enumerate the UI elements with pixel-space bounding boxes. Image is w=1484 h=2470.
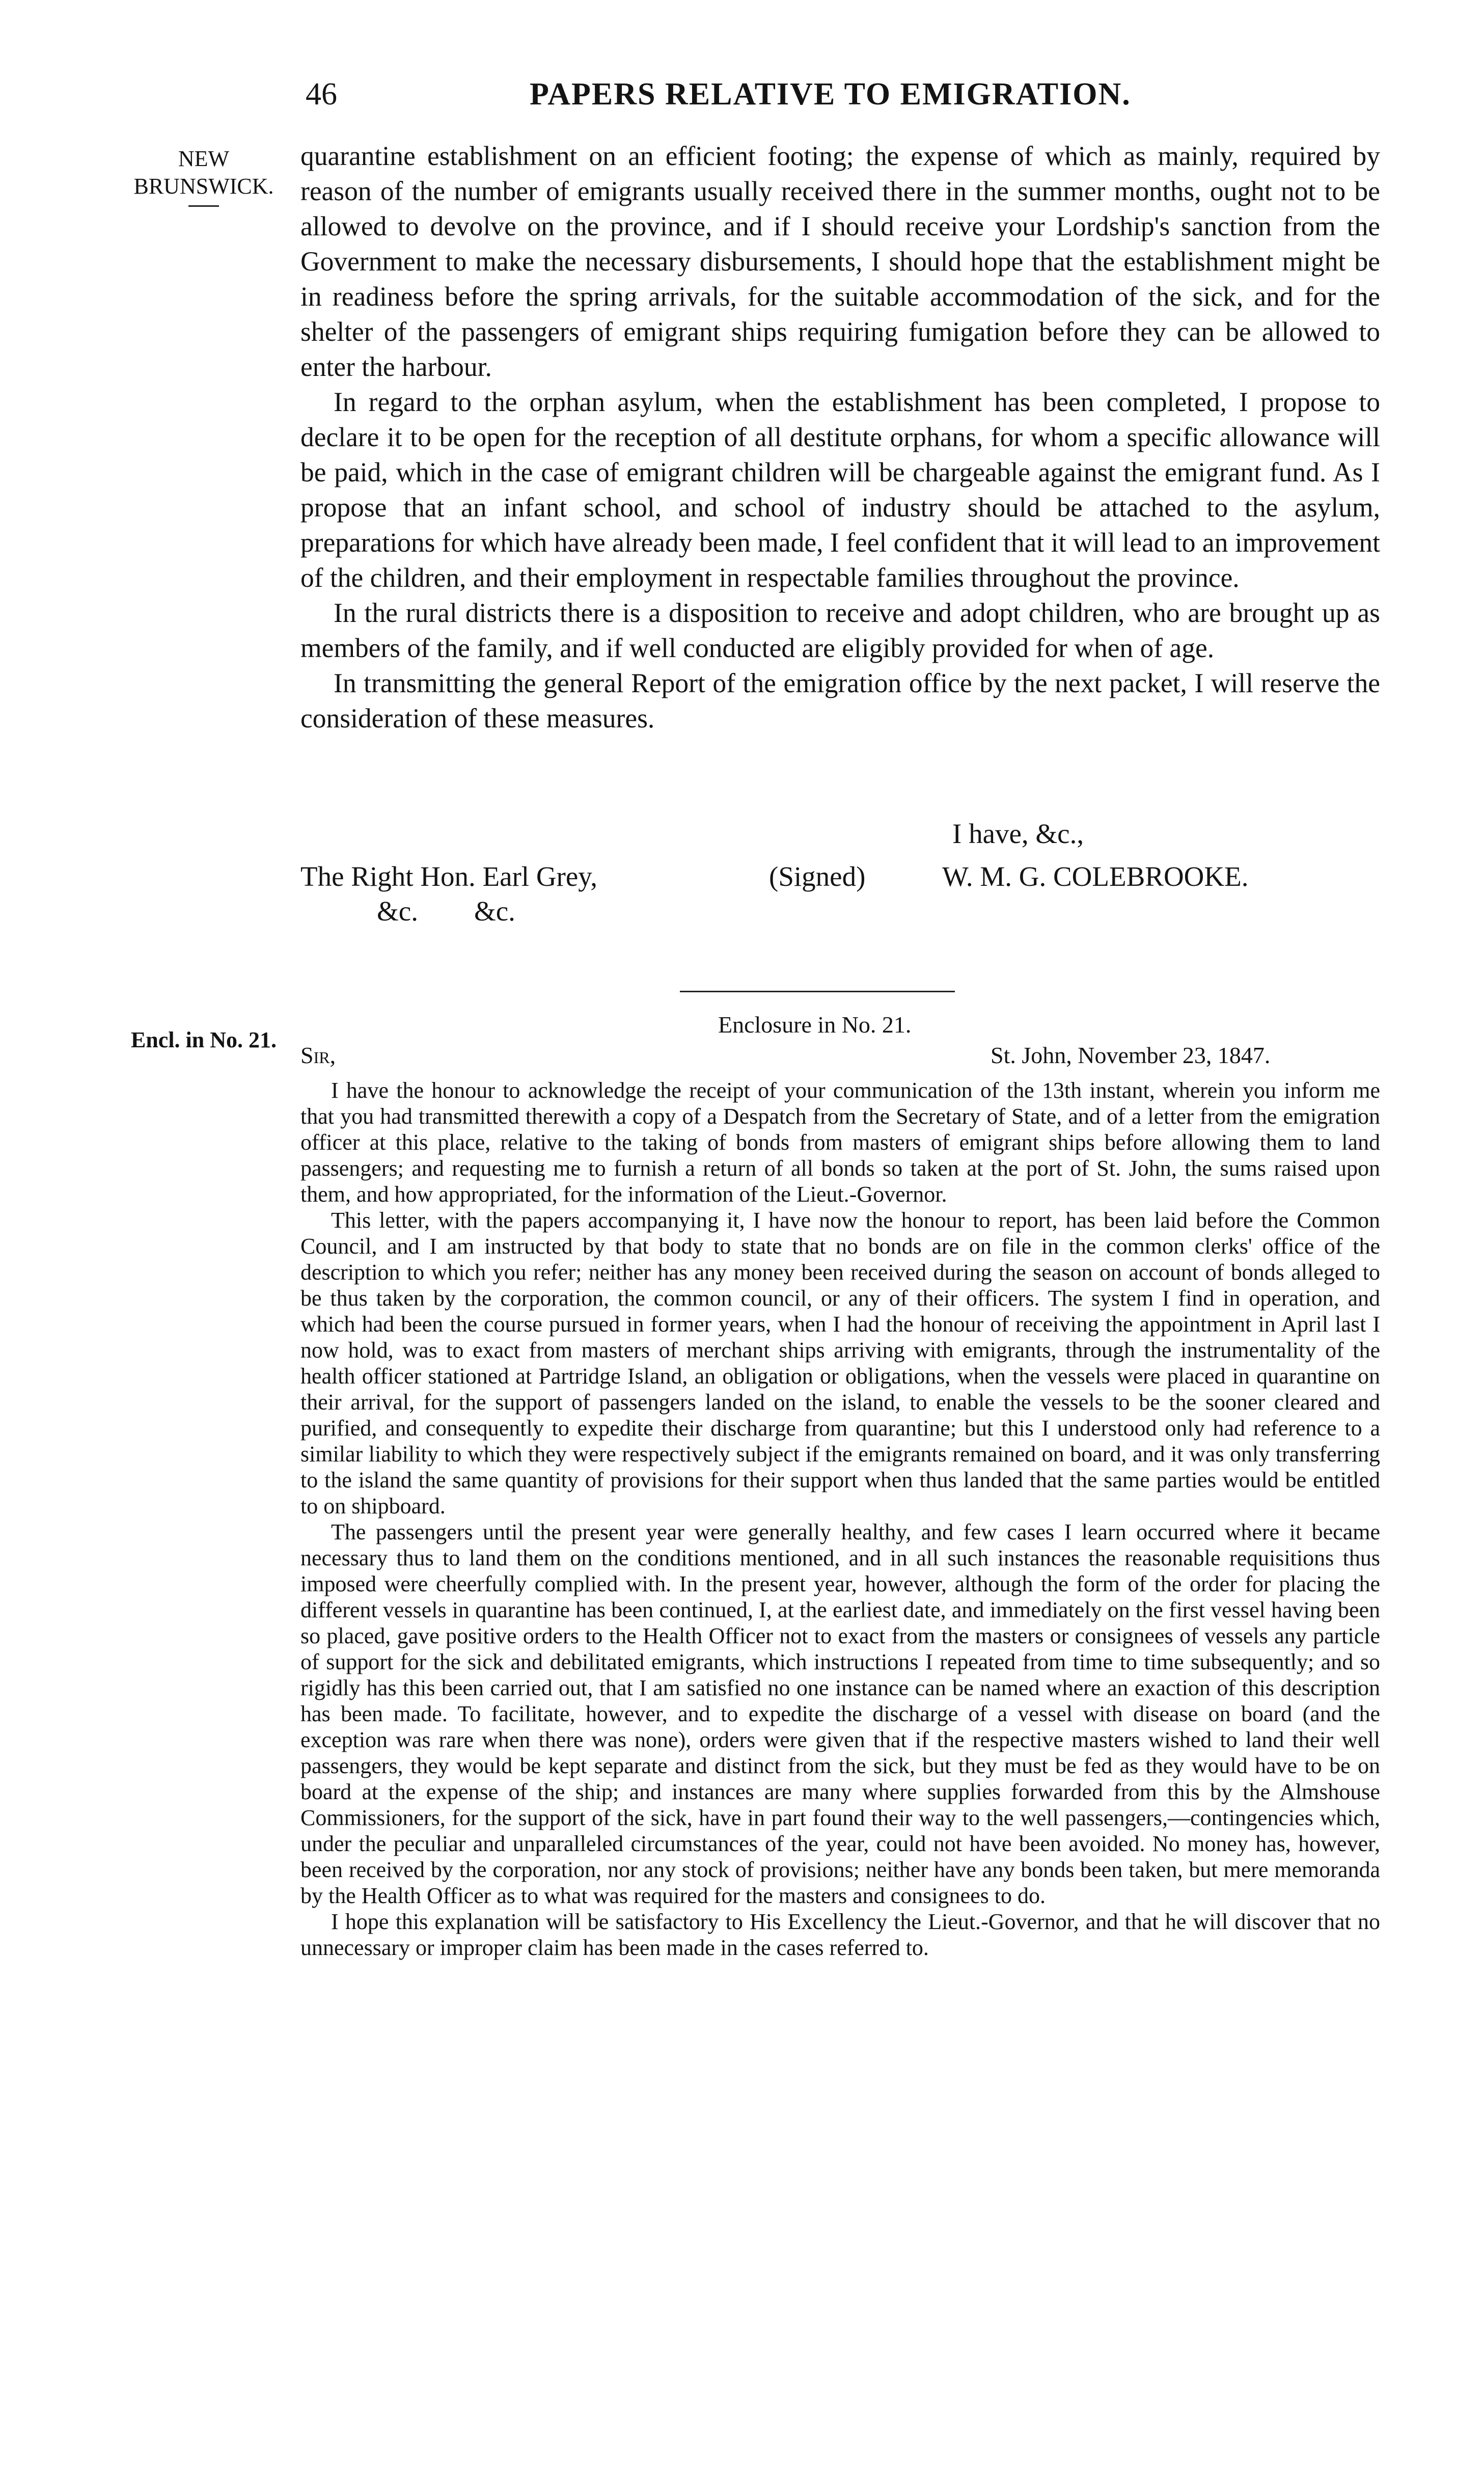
margin-rule <box>188 205 219 207</box>
place-date: St. John, November 23, 1847. <box>991 1042 1271 1068</box>
letter-body <box>300 139 1380 736</box>
page-number: 46 <box>306 77 337 112</box>
signature-block <box>300 818 1380 940</box>
letter-paragraph: In the rural districts there is a disposition to receive and adopt children, who are brought up as members of the family, and if well conducted are eligibly provided for when of age. <box>300 598 1380 663</box>
letter-paragraph: In transmitting the general Report of the emigration office by the next packet, I will reserve the consideration of these measures. <box>300 668 1380 734</box>
signed-label: (Signed) <box>769 861 866 892</box>
closing-formula: I have, &c., <box>952 818 1084 849</box>
enclosure-title: Enclosure in No. 21. <box>718 1012 912 1038</box>
page-header <box>306 76 1370 122</box>
margin-note-province <box>120 145 288 207</box>
signatory: W. M. G. COLEBROOKE. <box>942 861 1249 892</box>
addressee-etc: &c. &c. <box>377 895 515 927</box>
letter-paragraph: quarantine establishment on an efficient footing; the expense of which as mainly, required by reason of the number of emigrants usually received there in the summer months, ought not to be allowed to devolve on the province, and if I should receive your Lordship's sanction from the Government to make the necessary disbursements, I should hope that the establishment might be in readiness before the spring arrivals, for the suitable accommodation of the sick, and for the shelter of the passengers of emigrant ships requiring fumigation before they can be allowed to enter the harbour. <box>300 141 1380 382</box>
salutation: Sir, <box>300 1042 336 1068</box>
enclosure-paragraph: The passengers until the present year were generally healthy, and few cases I learn occurred where it became necessary thus to land them on the conditions mentioned, and in all such instances the reasonable requisitions thus imposed were cheerfully complied with. In the present year, however, although the form of the order for placing the different vessels in quarantine has been continued, I, at the earliest date, and immediately on the first vessel having been so placed, gave positive orders to the Health Officer not to exact from the masters or consignees of vessels any particle of support for the sick and debilitated emigrants, which instructions I repeated from time to time subsequently; and so rigidly has this been carried out, that I am satisfied no one instance can be named where an exaction of this description has been made. To facilitate, however, and to expedite the discharge of a vessel with disease on board (and the exception was rare when there was none), orders were given that if the respective masters wished to land their well passengers, they would be kept separate and distinct from the sick, but they must be fed as they would have to be on board at the expense of the ship; and instances are many where supplies forwarded from this by the Almshouse Commissioners, for the support of the sick, have in part found their way to the well passengers,—contingencies which, under the peculiar and unparalleled circumstances of the year, could not have been avoided. No money has, however, been received by the corporation, nor any stock of provisions; neither have any bonds been taken, but mere memoranda by the Health Officer as to what was required for the masters and consignees to do. <box>300 1519 1380 1908</box>
letter-paragraph: In regard to the orphan asylum, when the establishment has been completed, I propose to declare it to be open for the reception of all destitute orphans, for whom a specific allowance will be paid, which in the case of emigrant children will be chargeable against the emigrant fund. As I propose that an infant school, and school of industry should be attached to the asylum, preparations for which have already been made, I feel confident that it will lead to an improvement of the children, and their employment in respectable families throughout the province. <box>300 387 1380 593</box>
margin-note-province-line1: NEW <box>178 146 230 171</box>
margin-note-enclosure: Encl. in No. 21. <box>130 1027 277 1052</box>
running-title: PAPERS RELATIVE TO EMIGRATION. <box>530 77 1131 112</box>
enclosure-paragraph: I hope this explanation will be satisfactory to His Excellency the Lieut.-Governor, and that he will discover that no unnecessary or improper claim has been made in the cases referred to. <box>300 1909 1380 1960</box>
enclosure-paragraph: This letter, with the papers accompanying it, I have now the honour to report, has been laid before the Common Council, and I am instructed by that body to state that no bonds are on file in the common clerks' office of the description to which you refer; neither has any money been received during the season on account of bonds alleged to be thus taken by the corporation, the common council, or any of their officers. The system I find in operation, and which had been the course pursued in former years, when I had the honour of receiving the appointment in April last I now hold, was to exact from masters of merchant ships arriving with emigrants, through the instrumentality of the health officer stationed at Partridge Island, an obligation or obligations, when the vessels were placed in quarantine on their arrival, for the support of passengers landed on the island, to enable the vessels to be the sooner cleared and purified, and consequently to expedite their discharge from quarantine; but this I understood only had reference to a similar liability to which they were respectively subject if the emigrants remained on board, and it was only transferring to the island the same quantity of provisions for their support when thus landed that the same parties would be entitled to on shipboard. <box>300 1208 1380 1518</box>
addressee: The Right Hon. Earl Grey, <box>300 861 597 892</box>
enclosure-body <box>300 1077 1380 1961</box>
section-divider <box>680 991 955 992</box>
margin-note-province-line2: BRUNSWICK. <box>133 174 274 199</box>
enclosure-paragraph: I have the honour to acknowledge the receipt of your communication of the 13th instant, wherein you inform me that you had transmitted therewith a copy of a Despatch from the Secretary of State, and of a letter from the emigration officer at this place, relative to the taking of bonds from masters of emigrant ships before allowing them to land passengers; and requesting me to furnish a return of all bonds so taken at the port of St. John, the sums raised upon them, and how appropriated, for the information of the Lieut.-Governor. <box>300 1078 1380 1207</box>
